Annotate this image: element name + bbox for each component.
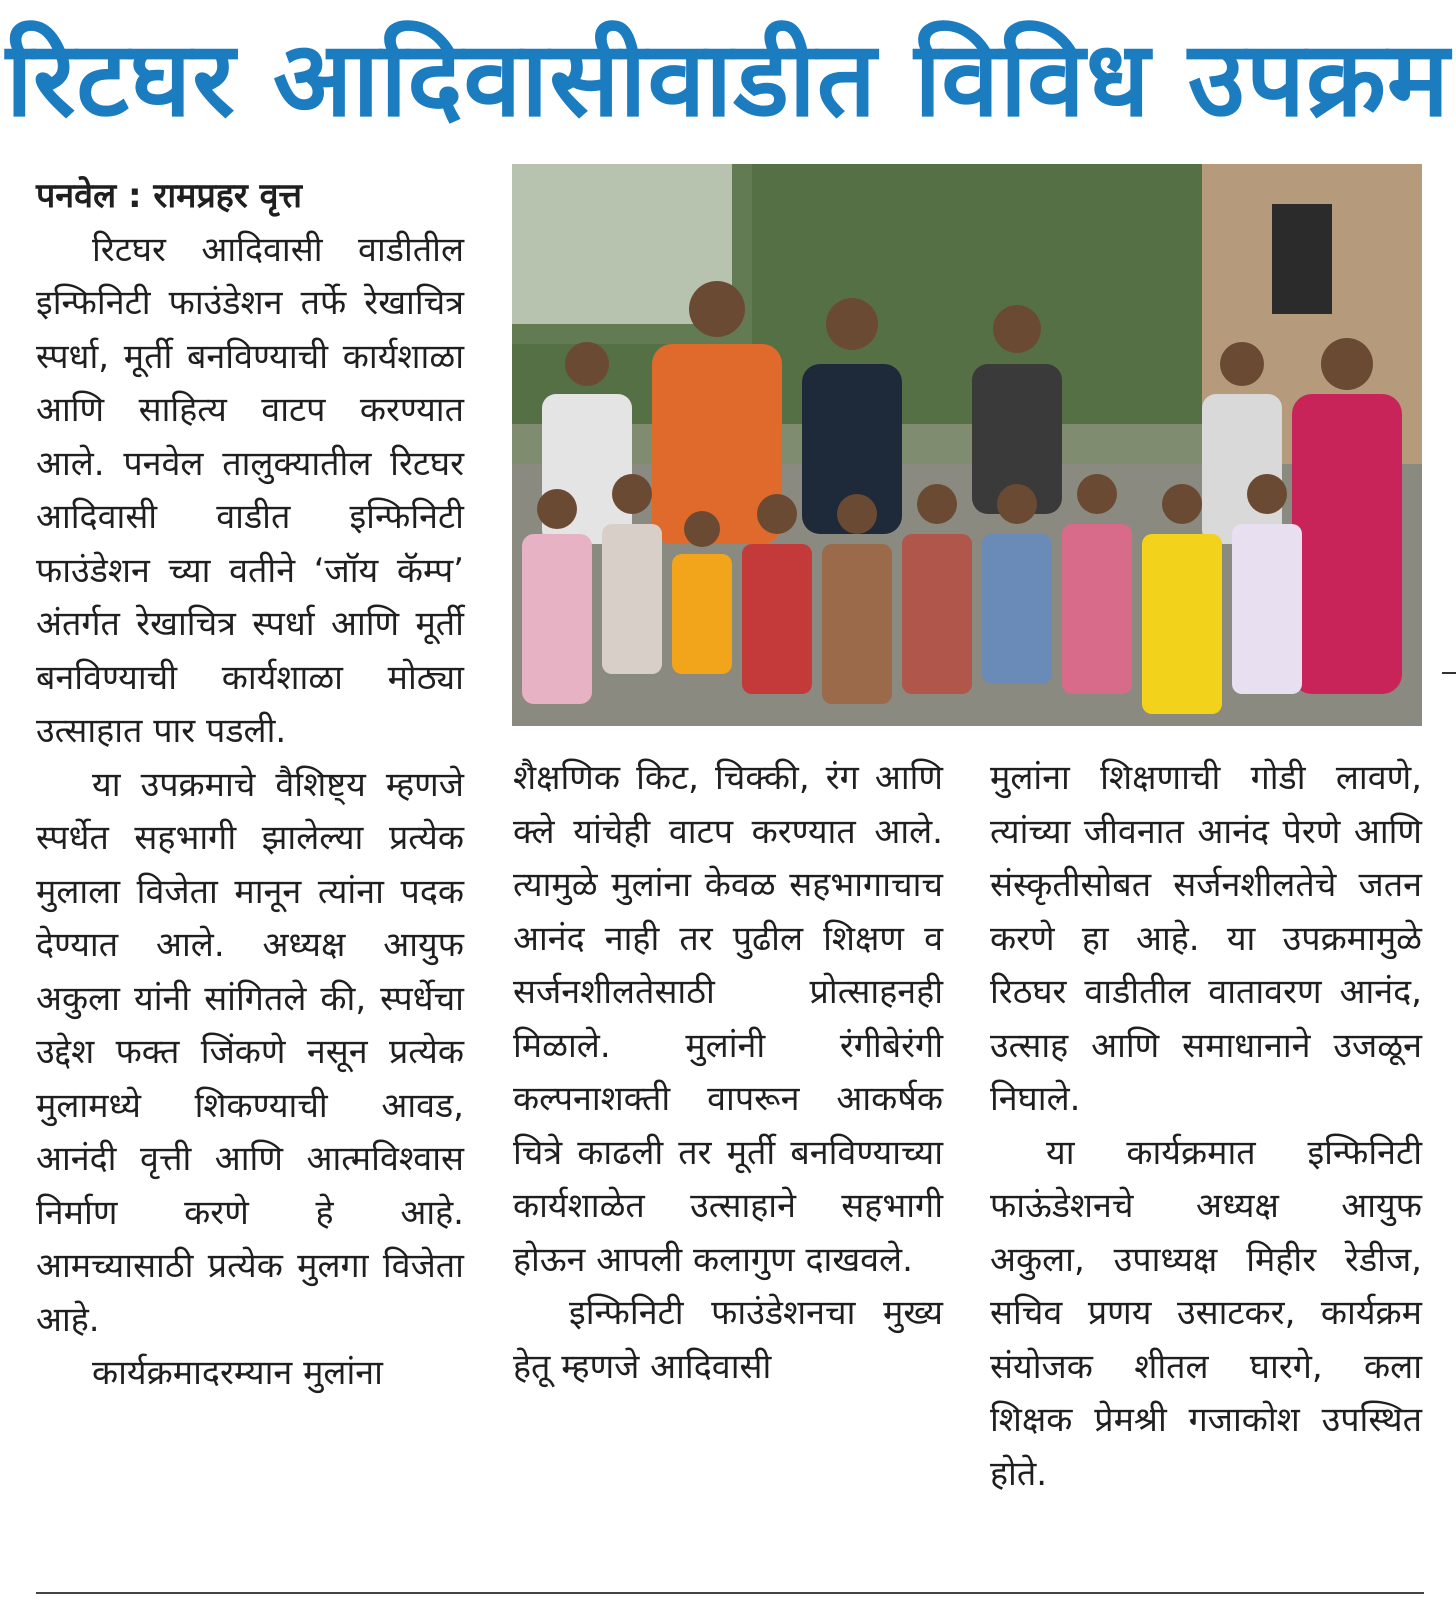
headline: रिटघर आदिवासीवाडीत विविध उपक्रम <box>5 18 1451 140</box>
paragraph: रिटघर आदिवासी वाडीतील इन्फिनिटी फाउंडेशन तर्फे रेखाचित्र स्पर्धा, मूर्ती बनविण्याची कार्यशाळा आणि साहित्य वाटप करण्यात आले. पनवेल तालुक्यातील रिटघर आदिवासी वाडीत इन्फिनिटी फाउंडेशन च्या वतीने ‘जॉय कॅम्प’ अंतर्गत रेखाचित्र स्पर्धा आणि मूर्ती बनविण्याची कार्यशाळा मोठ्या उत्साहात पार पडली. <box>36 229 464 751</box>
paragraph: इन्फिनिटी फाउंडेशनचा मुख्य हेतू म्हणजे आदिवासी <box>513 1293 943 1387</box>
article-column-1 <box>36 170 464 1401</box>
dateline: पनवेल : रामप्रहर वृत्त <box>36 176 302 216</box>
article-column-2 <box>513 752 943 1394</box>
paragraph: मुलांना शिक्षणाची गोडी लावणे, त्यांच्या जीवनात आनंद पेरणे आणि संस्कृतीसोबत सर्जनशीलतेचे जतन करणे हा आहे. या उपक्रमामुळे रिठघर वाडीतील वातावरण आनंद, उत्साह आणि समाधानाने उजळून निघाले. <box>990 758 1422 1119</box>
paragraph: शैक्षणिक किट, चिक्की, रंग आणि क्ले यांचेही वाटप करण्यात आले. त्यामुळे मुलांना केवळ सहभागाचाच आनंद नाही तर पुढील शिक्षण व सर्जनशीलतेसाठी प्रोत्साहनही मिळाले. मुलांनी रंगीबेरंगी कल्पनाशक्ती वापरून आकर्षक चित्रे काढली तर मूर्ती बनविण्याच्या कार्यशाळेत उत्साहाने सहभागी होऊन आपली कलागुण दाखवले. <box>513 758 943 1280</box>
bottom-rule <box>36 1592 1424 1594</box>
article-column-3 <box>990 752 1422 1501</box>
article-photo <box>512 164 1422 726</box>
paragraph: या उपक्रमाचे वैशिष्ट्य म्हणजे स्पर्धेत सहभागी झालेल्या प्रत्येक मुलाला विजेता मानून त्यांना पदक देण्यात आले. अध्यक्ष आयुफ अकुला यांनी सांगितले की, स्पर्धेचा उद्देश फक्त जिंकणे नसून प्रत्येक मुलामध्ये शिकण्याची आवड, आनंदी वृत्ती आणि आत्मविश्वास निर्माण करणे हे आहे. आमच्यासाठी प्रत्येक मुलगा विजेता आहे. <box>36 764 464 1340</box>
group-photo-image <box>512 164 1422 726</box>
paragraph: कार्यक्रमादरम्यान मुलांना <box>92 1353 383 1393</box>
paragraph: या कार्यक्रमात इन्फिनिटी फाऊंडेशनचे अध्यक्ष आयुफ अकुला, उपाध्यक्ष मिहीर रेडीज, सचिव प्रणय उसाटकर, कार्यक्रम संयोजक शीतल घारगे, कला शिक्षक प्रेमश्री गजाकोश उपस्थित होते. <box>990 1132 1422 1494</box>
column-rule-mark <box>1442 672 1456 674</box>
